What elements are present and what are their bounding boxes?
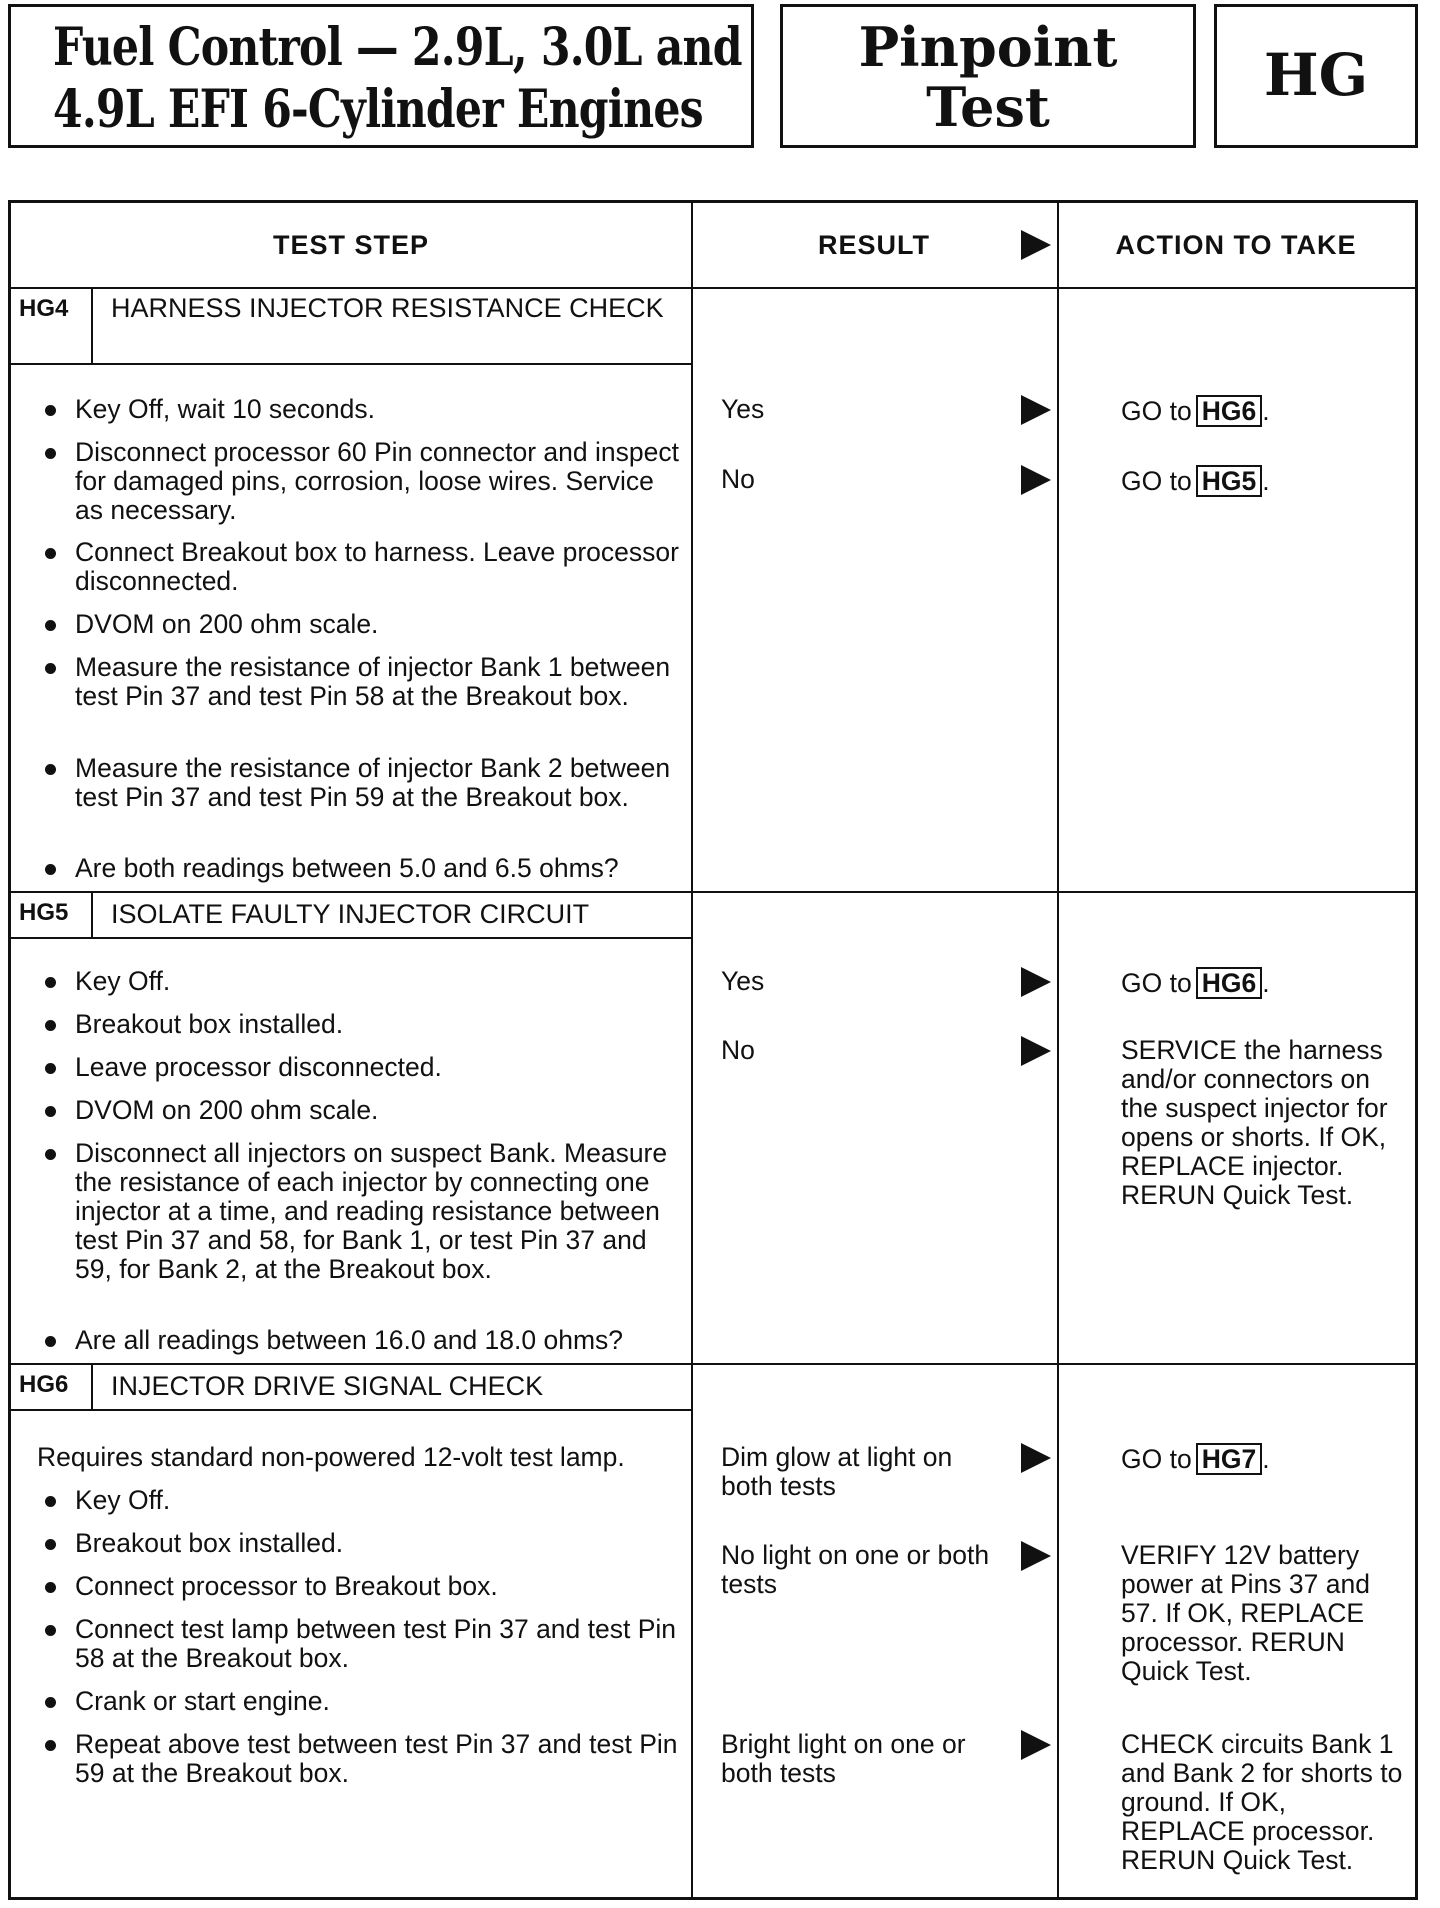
list-item: DVOM on 200 ohm scale.: [41, 610, 681, 639]
list-item: Key Off.: [41, 967, 681, 996]
action-suffix: .: [1262, 968, 1270, 998]
pinpoint-box: [780, 4, 1196, 148]
page-header: [8, 4, 1418, 154]
list-item: Disconnect all injectors on suspect Bank. Measure the resistance of each injector by connecting one injector at a time, and reading resistance between test Pin 37 and 58, for Bank 1, or test Pin 37 and 59, for Bank 2, at the Breakout box.: [41, 1139, 681, 1284]
pinpoint-line-1: Pinpoint: [858, 15, 1118, 79]
action-text: GO to: [1121, 968, 1192, 998]
column-header-result: RESULT: [818, 229, 930, 260]
list-item: Measure the resistance of injector Bank 1 between test Pin 37 and test Pin 58 at the Breakout box.: [41, 653, 681, 711]
test-code-box: [1214, 4, 1418, 148]
pinpoint-line-2: Test: [926, 75, 1050, 139]
result-yes: Yes: [721, 966, 765, 996]
step-label-hg4: [11, 289, 691, 365]
step-label-hg6: [11, 1365, 691, 1411]
action-goto-hg6: [1121, 395, 1270, 427]
step-title: INJECTOR DRIVE SIGNAL CHECK: [111, 1371, 544, 1401]
step-reference: HG7: [1196, 1443, 1263, 1475]
action-goto-hg7: [1121, 1443, 1270, 1475]
step-reference: HG6: [1196, 967, 1263, 999]
action-text: GO to: [1121, 396, 1192, 426]
arrow-icon: [1021, 395, 1051, 425]
list-item: Connect test lamp between test Pin 37 and test Pin 58 at the Breakout box.: [41, 1615, 681, 1673]
column-divider: [691, 203, 693, 1897]
list-item: Disconnect processor 60 Pin connector and inspect for damaged pins, corrosion, loose wires. Service as necessary.: [41, 438, 681, 525]
list-item: Connect processor to Breakout box.: [41, 1572, 681, 1601]
step-reference: HG5: [1196, 465, 1263, 497]
action-goto-hg5: [1121, 465, 1270, 497]
title-line-1: Fuel Control — 2.9L, 3.0L and: [53, 17, 742, 78]
step-id: HG6: [11, 1365, 93, 1409]
action-check-circuits: CHECK circuits Bank 1 and Bank 2 for shorts to ground. If OK, REPLACE processor. RERUN Quick Test.: [1121, 1729, 1403, 1875]
arrow-icon: [1021, 1443, 1051, 1473]
title-line-2: 4.9L EFI 6-Cylinder Engines: [53, 79, 703, 140]
pinpoint-test-table: [8, 200, 1418, 1900]
list-item: DVOM on 200 ohm scale.: [41, 1096, 681, 1125]
list-item: Are both readings between 5.0 and 6.5 ohms?: [41, 854, 681, 883]
list-item: Breakout box installed.: [41, 1010, 681, 1039]
arrow-icon: [1021, 1541, 1051, 1571]
action-service-harness: SERVICE the harness and/or connectors on the suspect injector for opens or shorts. If OK, REPLACE injector. RERUN Quick Test.: [1121, 1035, 1388, 1210]
list-item: Are all readings between 16.0 and 18.0 ohms?: [41, 1326, 681, 1355]
step-title: HARNESS INJECTOR RESISTANCE CHECK: [111, 293, 664, 323]
action-text: GO to: [1121, 466, 1192, 496]
test-code: HG: [1263, 41, 1369, 109]
step-reference: HG6: [1196, 395, 1263, 427]
column-divider: [1057, 203, 1059, 1897]
list-item: Crank or start engine.: [41, 1687, 681, 1716]
list-item: Measure the resistance of injector Bank 2 between test Pin 37 and test Pin 59 at the Breakout box.: [41, 754, 681, 812]
result-bright-light: Bright light on one or both tests: [721, 1729, 966, 1788]
step-id: HG5: [11, 893, 93, 937]
action-suffix: .: [1262, 396, 1270, 426]
step-id: HG4: [11, 289, 93, 363]
action-verify-power: VERIFY 12V battery power at Pins 37 and 57. If OK, REPLACE processor. RERUN Quick Test.: [1121, 1540, 1370, 1686]
arrow-icon: [1021, 967, 1051, 997]
action-suffix: .: [1262, 1444, 1270, 1474]
arrow-icon: [1021, 465, 1051, 495]
list-item: Leave processor disconnected.: [41, 1053, 681, 1082]
list-item: Connect Breakout box to harness. Leave processor disconnected.: [41, 538, 681, 596]
arrow-icon: [1021, 1036, 1051, 1066]
action-goto-hg6: [1121, 967, 1270, 999]
column-header-action: ACTION TO TAKE: [1115, 229, 1357, 260]
arrow-icon: [1021, 230, 1051, 260]
document-title: [53, 17, 742, 141]
arrow-icon: [1021, 1730, 1051, 1760]
result-no-light: No light on one or both tests: [721, 1540, 990, 1599]
result-dim-glow: Dim glow at light on both tests: [721, 1442, 953, 1501]
action-text: GO to: [1121, 1444, 1192, 1474]
step-label-hg5: [11, 893, 691, 939]
action-suffix: .: [1262, 466, 1270, 496]
list-item: Repeat above test between test Pin 37 and test Pin 59 at the Breakout box.: [41, 1730, 681, 1788]
list-item: Key Off, wait 10 seconds.: [41, 395, 681, 424]
pinpoint-label: [783, 17, 1193, 137]
result-yes: Yes: [721, 394, 765, 424]
list-item: Key Off.: [41, 1486, 681, 1515]
list-item: Breakout box installed.: [41, 1529, 681, 1558]
column-header-test-step: TEST STEP: [272, 229, 430, 260]
result-no: No: [721, 464, 755, 494]
result-no: No: [721, 1035, 755, 1065]
title-box: [8, 4, 754, 148]
step-title: ISOLATE FAULTY INJECTOR CIRCUIT: [111, 899, 590, 929]
test-requirement: Requires standard non-powered 12-volt test lamp.: [37, 1442, 625, 1472]
